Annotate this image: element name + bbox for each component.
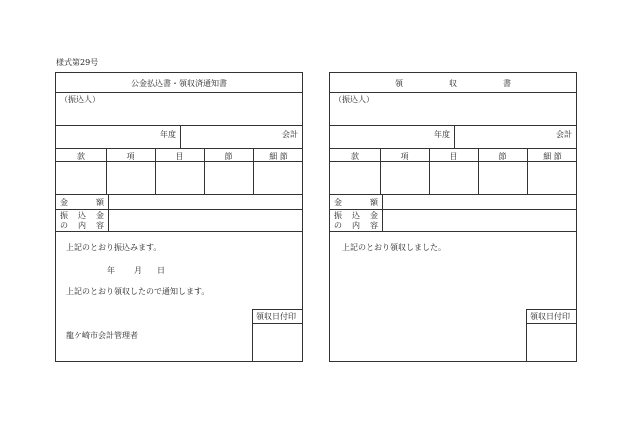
- receipt-form: [329, 72, 577, 362]
- divider: [526, 323, 576, 324]
- title-char-1: 領: [395, 79, 403, 88]
- divider: [454, 125, 455, 148]
- divider: [330, 161, 576, 162]
- divider: [330, 231, 576, 232]
- detail-label-b1: の: [60, 221, 68, 230]
- divider: [252, 309, 253, 362]
- column-kan: 款: [351, 152, 359, 161]
- divider: [253, 148, 254, 194]
- date-day: 日: [157, 266, 165, 275]
- divider: [330, 148, 576, 149]
- payer-label: （振込人）: [334, 95, 374, 104]
- detail-label-a2: 込: [352, 211, 360, 220]
- payment-notice-form: [55, 72, 303, 362]
- stamp-label: 領収日付印: [256, 312, 296, 321]
- form-title: 公金払込書・領収済通知書: [131, 79, 227, 88]
- divider: [526, 309, 576, 310]
- detail-label-a1: 振: [334, 211, 342, 220]
- amount-label-2: 額: [370, 198, 378, 207]
- title-char-3: 書: [503, 79, 511, 88]
- divider: [204, 148, 205, 194]
- divider: [56, 194, 302, 195]
- form-title: [330, 79, 576, 89]
- divider: [56, 92, 302, 93]
- account-label: 会計: [282, 130, 298, 139]
- fiscal-year-label: 年度: [160, 130, 176, 139]
- detail-label-a3: 金: [96, 211, 104, 220]
- detail-label-a1: 振: [60, 211, 68, 220]
- divider: [56, 125, 302, 126]
- receipt-message: 上記のとおり領収しました。: [342, 243, 446, 252]
- divider: [252, 323, 302, 324]
- detail-label-b1: の: [334, 221, 342, 230]
- payer-label: （振込人）: [60, 95, 100, 104]
- divider: [56, 209, 302, 210]
- divider: [108, 194, 109, 231]
- divider: [56, 231, 302, 232]
- payment-message: 上記のとおり振込みます。: [66, 243, 162, 252]
- divider: [380, 148, 381, 194]
- divider: [526, 309, 527, 362]
- column-setsu: 節: [224, 152, 233, 161]
- column-moku: 目: [449, 152, 458, 161]
- column-setsu: 節: [498, 152, 507, 161]
- detail-label-b2: 内: [352, 221, 360, 230]
- divider: [382, 194, 383, 231]
- divider: [56, 148, 302, 149]
- amount-label-2: 額: [96, 198, 104, 207]
- detail-label-b2: 内: [78, 221, 86, 230]
- column-saisetsu: 細 節: [543, 152, 562, 161]
- amount-label-1: 金: [334, 198, 342, 207]
- title-char-2: 収: [449, 79, 457, 88]
- divider: [429, 148, 430, 194]
- divider: [527, 148, 528, 194]
- column-moku: 目: [175, 152, 184, 161]
- divider: [330, 194, 576, 195]
- column-kou: 項: [126, 152, 135, 161]
- column-kou: 項: [400, 152, 409, 161]
- divider: [330, 209, 576, 210]
- issuer-name: 龍ケ崎市会計管理者: [66, 331, 138, 340]
- divider: [330, 92, 576, 93]
- stamp-label: 領収日付印: [530, 312, 570, 321]
- divider: [106, 148, 107, 194]
- date-month: 月: [134, 266, 142, 275]
- account-label: 会計: [556, 130, 572, 139]
- date-year: 年: [107, 266, 115, 275]
- fiscal-year-label: 年度: [434, 130, 450, 139]
- divider: [155, 148, 156, 194]
- divider: [478, 148, 479, 194]
- notice-message: 上記のとおり領収したので通知します。: [66, 287, 210, 296]
- detail-label-b3: 容: [370, 221, 378, 230]
- divider: [252, 309, 302, 310]
- column-saisetsu: 細 節: [269, 152, 288, 161]
- detail-label-b3: 容: [96, 221, 104, 230]
- divider: [180, 125, 181, 148]
- form-number: 様式第29号: [56, 58, 99, 67]
- amount-label-1: 金: [60, 198, 68, 207]
- detail-label-a2: 込: [78, 211, 86, 220]
- divider: [330, 125, 576, 126]
- column-kan: 款: [77, 152, 85, 161]
- detail-label-a3: 金: [370, 211, 378, 220]
- divider: [56, 161, 302, 162]
